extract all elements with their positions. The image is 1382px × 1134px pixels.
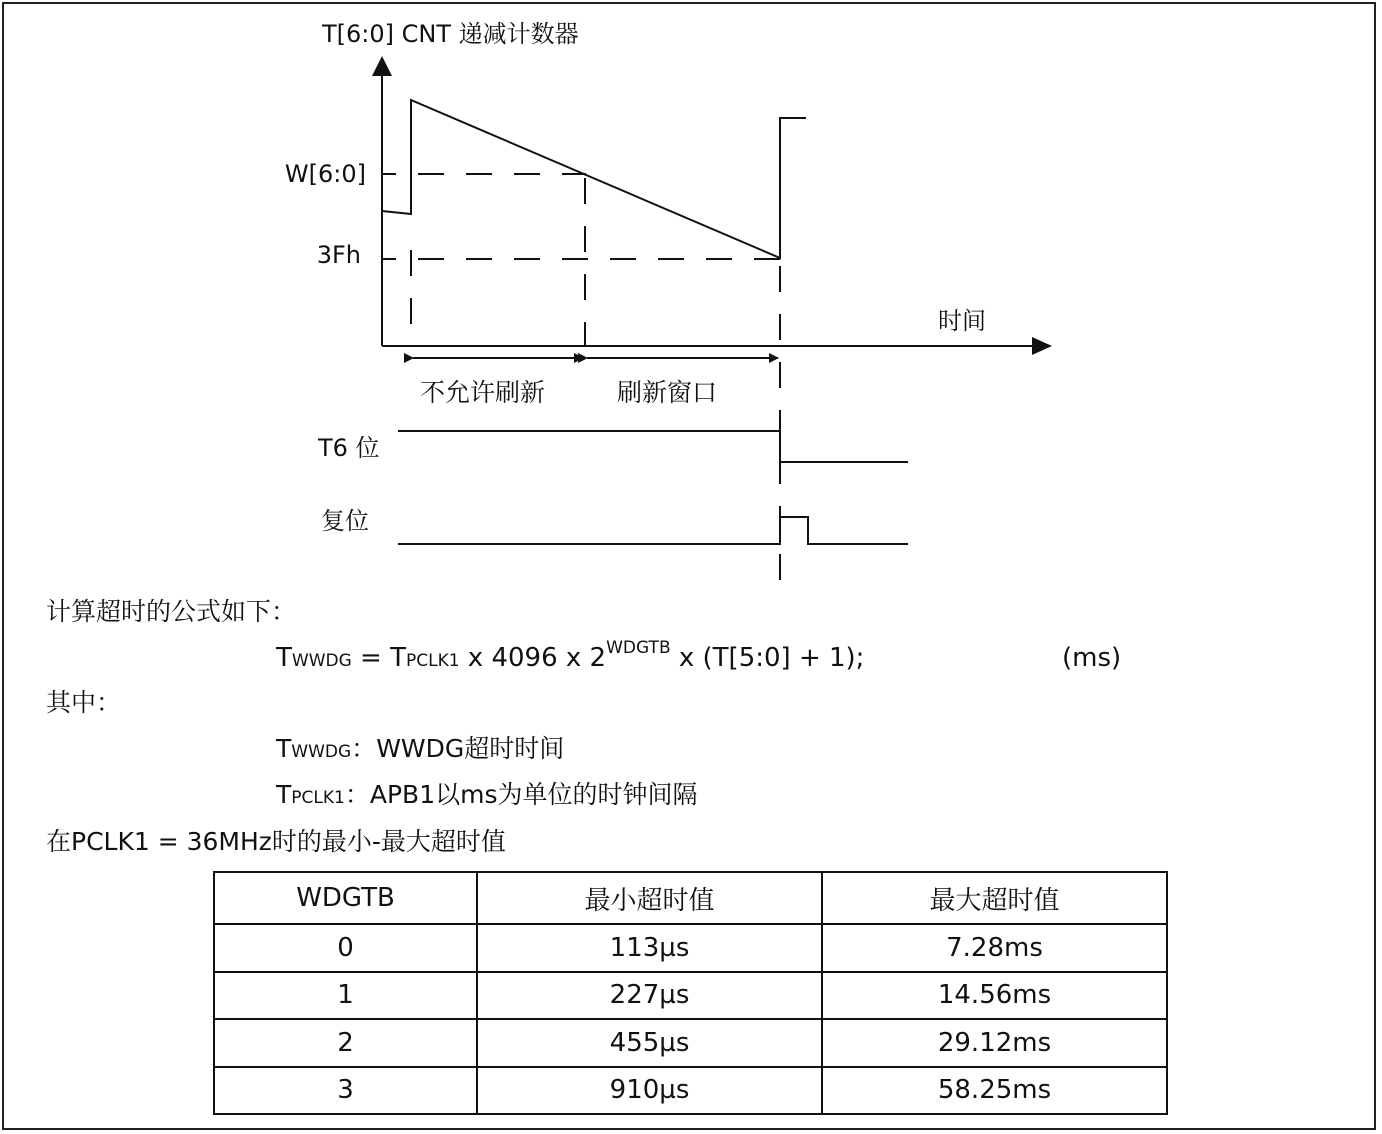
y-axis-arrow-icon [372,56,392,76]
formula-intro: 计算超时的公式如下： [46,597,297,626]
formula-unit: (ms) [1062,643,1122,673]
cell-wdgtb: 2 [214,1019,477,1067]
cell-max-timeout: 29.12ms [822,1019,1167,1067]
w-label: W[6:0] [284,160,366,188]
t6-waveform [398,431,908,462]
formula-tail: x (T[5:0] + 1); [670,643,865,673]
def1-subscript: WWDG [291,742,352,762]
table-intro: 在PCLK1 = 36MHz时的最小-最大超时值 [46,827,506,856]
timeout-table [213,871,1168,1115]
header-max-timeout: 最大超时值 [822,872,1167,924]
x-axis-arrow-icon [1032,337,1052,355]
def1-colon: ： [351,734,377,763]
table-row [214,1019,1167,1067]
definition-twwdg [276,734,564,767]
formula-wdgtb-superscript: WDGTB [606,638,671,658]
t6-label: T6 位 [318,434,380,462]
def2-colon: ： [344,780,370,809]
table-row [214,924,1167,972]
timeout-formula [276,638,865,676]
cell-min-timeout: 910µs [477,1067,822,1115]
def2-description: APB1以ms为单位的时钟间隔 [369,780,698,809]
h3f-label: 3Fh [316,241,361,269]
y-axis-label: T[6:0] CNT 递减计数器 [322,20,579,48]
reset-label: 复位 [321,507,369,535]
table-row [214,1067,1167,1115]
formula-wwdg-subscript: WWDG [291,651,352,671]
def1-t: T [276,734,292,763]
not-allowed-label: 不允许刷新 [420,378,546,407]
def2-t: T [276,780,292,809]
formula-pclk1-subscript: PCLK1 [405,651,460,671]
counter-waveform [382,100,806,258]
def1-description: WWDG超时时间 [376,734,565,763]
cell-wdgtb: 1 [214,972,477,1020]
table-header-row [214,872,1167,924]
x-axis-label: 时间 [938,307,986,335]
reset-waveform [398,517,908,544]
formula-equals: = T [351,643,406,673]
formula-t: T [276,643,292,673]
definition-tpclk1 [276,780,697,813]
cell-wdgtb: 0 [214,924,477,972]
cell-min-timeout: 227µs [477,972,822,1020]
cell-min-timeout: 455µs [477,1019,822,1067]
formula-multiplier: x 4096 x 2 [459,643,607,673]
cell-max-timeout: 14.56ms [822,972,1167,1020]
def2-subscript: PCLK1 [291,788,345,808]
cell-wdgtb: 3 [214,1067,477,1115]
cell-max-timeout: 58.25ms [822,1067,1167,1115]
table-row [214,972,1167,1020]
header-wdgtb: WDGTB [214,872,477,924]
header-min-timeout: 最小超时值 [477,872,822,924]
refresh-window-label: 刷新窗口 [617,378,718,407]
cell-min-timeout: 113µs [477,924,822,972]
cell-max-timeout: 7.28ms [822,924,1167,972]
where-label: 其中： [46,688,122,717]
